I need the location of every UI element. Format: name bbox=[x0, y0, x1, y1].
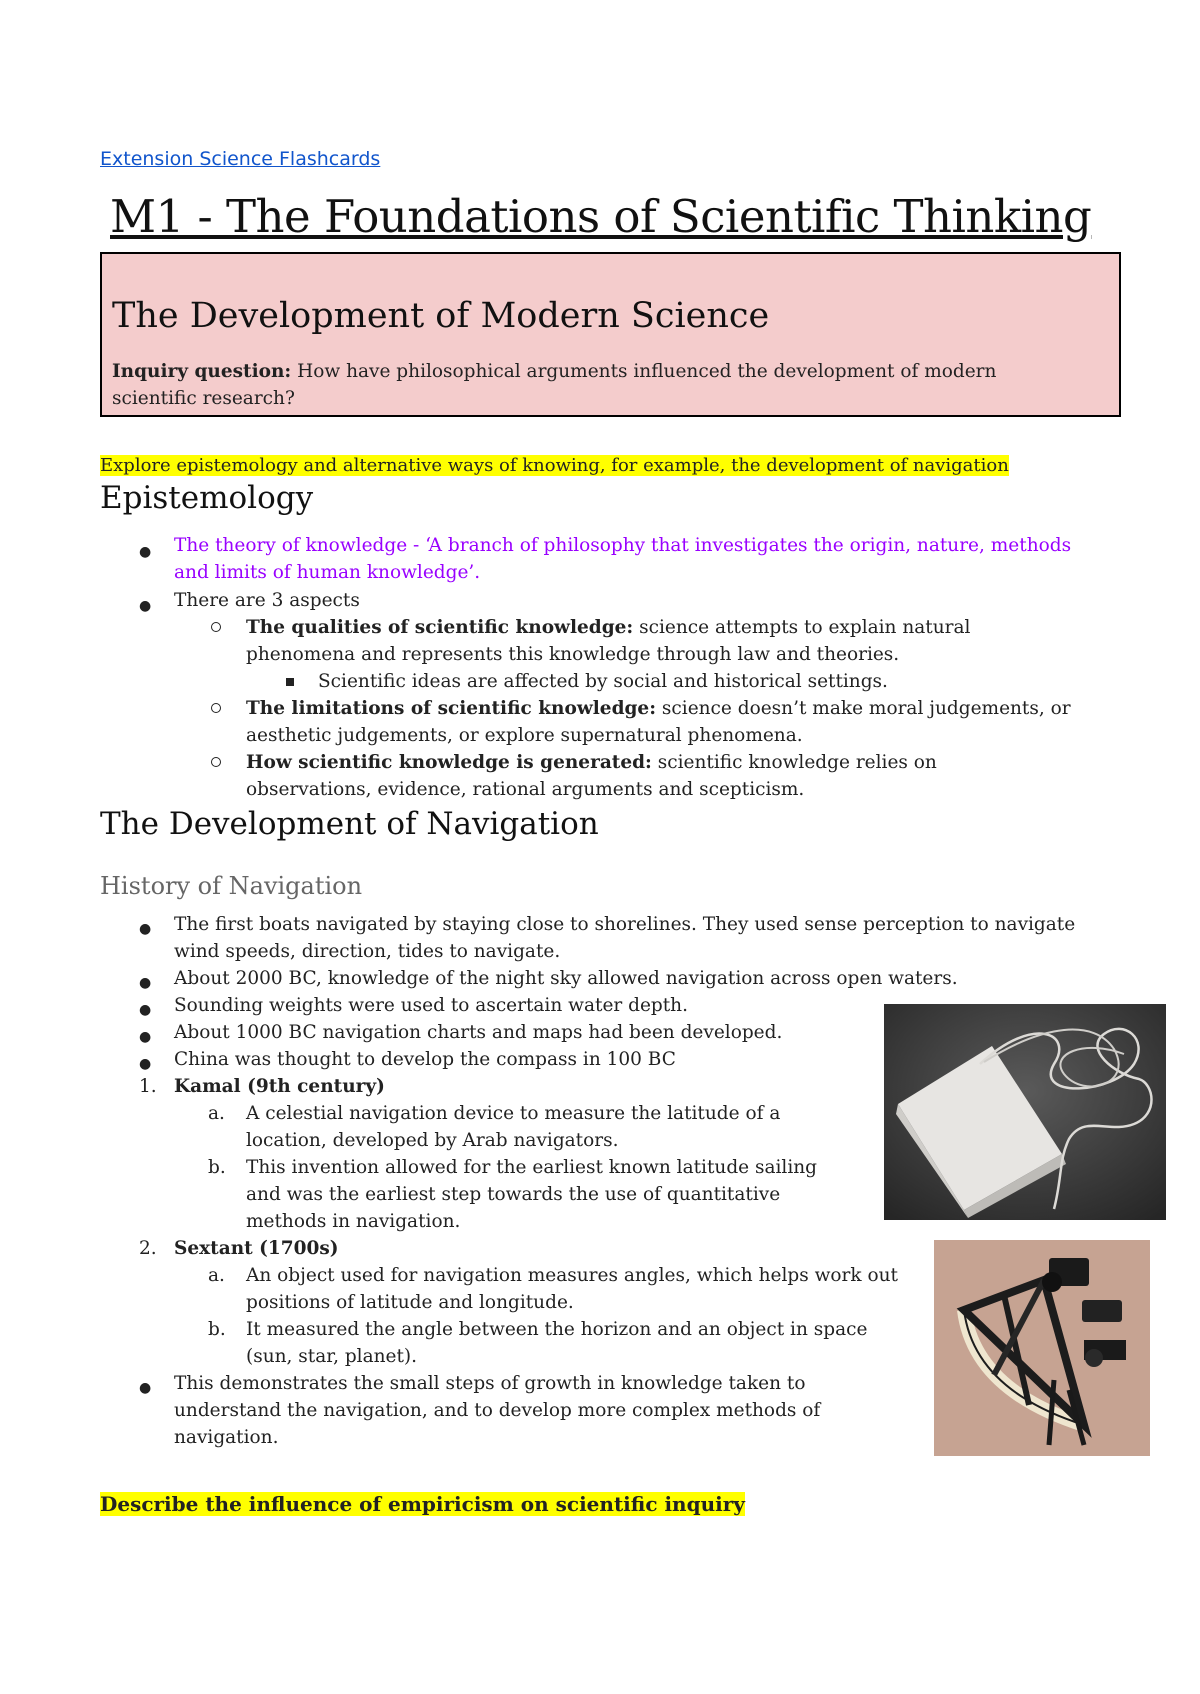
sextant-photo bbox=[934, 1240, 1150, 1456]
aspect-generated-text: scientific knowledge relies on observations, evidence, rational arguments and scepticism. bbox=[246, 752, 937, 800]
list-number: 2. bbox=[139, 1238, 157, 1259]
section-title: The Development of Modern Science bbox=[112, 296, 770, 336]
sextant-title-text: Sextant (1700s) bbox=[174, 1238, 339, 1259]
aspect-limitations bbox=[246, 695, 1106, 749]
aspect-limitations-label: The limitations of scientific knowledge: bbox=[246, 698, 657, 719]
kamal-point-a: A celestial navigation device to measure the latitude of a location, developed by Arab navigators. bbox=[246, 1103, 781, 1151]
bullet-icon: ● bbox=[139, 921, 152, 937]
square-bullet-icon bbox=[286, 678, 294, 686]
epistemology-definition: The theory of knowledge - ‘A branch of philosophy that investigates the origin, nature, methods and limits of human knowledge’. bbox=[174, 535, 1072, 583]
aspect-qualities-text: science attempts to explain natural phenomena and represents this knowledge through law and theories. bbox=[246, 617, 971, 665]
nav-bullet: About 1000 BC navigation charts and maps had been developed. bbox=[174, 1022, 783, 1043]
section-box bbox=[100, 252, 1121, 417]
kamal-title bbox=[174, 1073, 385, 1100]
nav-bullet: Sounding weights were used to ascertain water depth. bbox=[174, 995, 688, 1016]
aspect-qualities bbox=[246, 614, 1046, 668]
aspect-qualities-label: The qualities of scientific knowledge: bbox=[246, 617, 634, 638]
epistemology-heading: Epistemology bbox=[100, 480, 314, 516]
list-letter: b. bbox=[208, 1157, 226, 1178]
list-number: 1. bbox=[139, 1076, 157, 1097]
bullet-icon: ● bbox=[139, 1056, 152, 1072]
nav-bullet: About 2000 BC, knowledge of the night sky allowed navigation across open waters. bbox=[174, 968, 958, 989]
describe-prompt bbox=[100, 1490, 745, 1518]
bullet-icon: ● bbox=[139, 544, 152, 560]
list-letter: a. bbox=[208, 1265, 225, 1286]
bullet-icon: ● bbox=[139, 975, 152, 991]
aspect-limitations-text: science doesn’t make moral judgements, or aesthetic judgements, or explore supernatural phenomena. bbox=[246, 698, 1071, 746]
bullet-icon: ● bbox=[139, 1002, 152, 1018]
inquiry-label: Inquiry question: bbox=[112, 361, 292, 382]
list-letter: a. bbox=[208, 1103, 225, 1124]
nav-bullet: China was thought to develop the compass in 100 BC bbox=[174, 1049, 676, 1070]
navigation-heading: The Development of Navigation bbox=[100, 806, 599, 842]
flashcards-link[interactable]: Extension Science Flashcards bbox=[100, 148, 381, 170]
explore-prompt bbox=[100, 453, 1009, 479]
page-title: M1 - The Foundations of Scientific Thinking bbox=[110, 190, 1092, 243]
aspects-intro: There are 3 aspects bbox=[174, 590, 360, 611]
aspect-generated bbox=[246, 749, 1006, 803]
bullet-icon: ● bbox=[139, 1029, 152, 1045]
bullet-icon: ● bbox=[139, 598, 152, 614]
inquiry-text: How have philosophical arguments influenced the development of modern scientific research? bbox=[112, 361, 997, 409]
sextant-point-b: It measured the angle between the horizon and an object in space (sun, star, planet). bbox=[246, 1319, 868, 1367]
kamal-title-text: Kamal (9th century) bbox=[174, 1076, 385, 1097]
kamal-photo bbox=[884, 1004, 1166, 1220]
list-letter: b. bbox=[208, 1319, 226, 1340]
circle-bullet-icon bbox=[211, 757, 221, 767]
explore-text: Explore epistemology and alternative ways of knowing, for example, the development of navigation bbox=[100, 455, 1009, 476]
inquiry-question bbox=[112, 358, 1072, 412]
kamal-point-b: This invention allowed for the earliest known latitude sailing and was the earliest step towards the use of quantitative methods in navigation. bbox=[246, 1157, 818, 1232]
circle-bullet-icon bbox=[211, 622, 221, 632]
describe-text: Describe the influence of empiricism on scientific inquiry bbox=[100, 1492, 745, 1516]
nav-bullet: The first boats navigated by staying close to shorelines. They used sense perception to navigate wind speeds, direction, tides to navigate. bbox=[174, 914, 1076, 962]
aspect-generated-label: How scientific knowledge is generated: bbox=[246, 752, 652, 773]
history-subheading: History of Navigation bbox=[100, 872, 363, 900]
aspect-qualities-sub: Scientific ideas are affected by social and historical settings. bbox=[318, 671, 888, 692]
bullet-icon: ● bbox=[139, 1380, 152, 1396]
circle-bullet-icon bbox=[211, 703, 221, 713]
nav-closing: This demonstrates the small steps of growth in knowledge taken to understand the navigation, and to develop more complex methods of navigation. bbox=[174, 1373, 821, 1448]
sextant-title bbox=[174, 1235, 339, 1262]
sextant-point-a: An object used for navigation measures angles, which helps work out positions of latitude and longitude. bbox=[246, 1265, 898, 1313]
